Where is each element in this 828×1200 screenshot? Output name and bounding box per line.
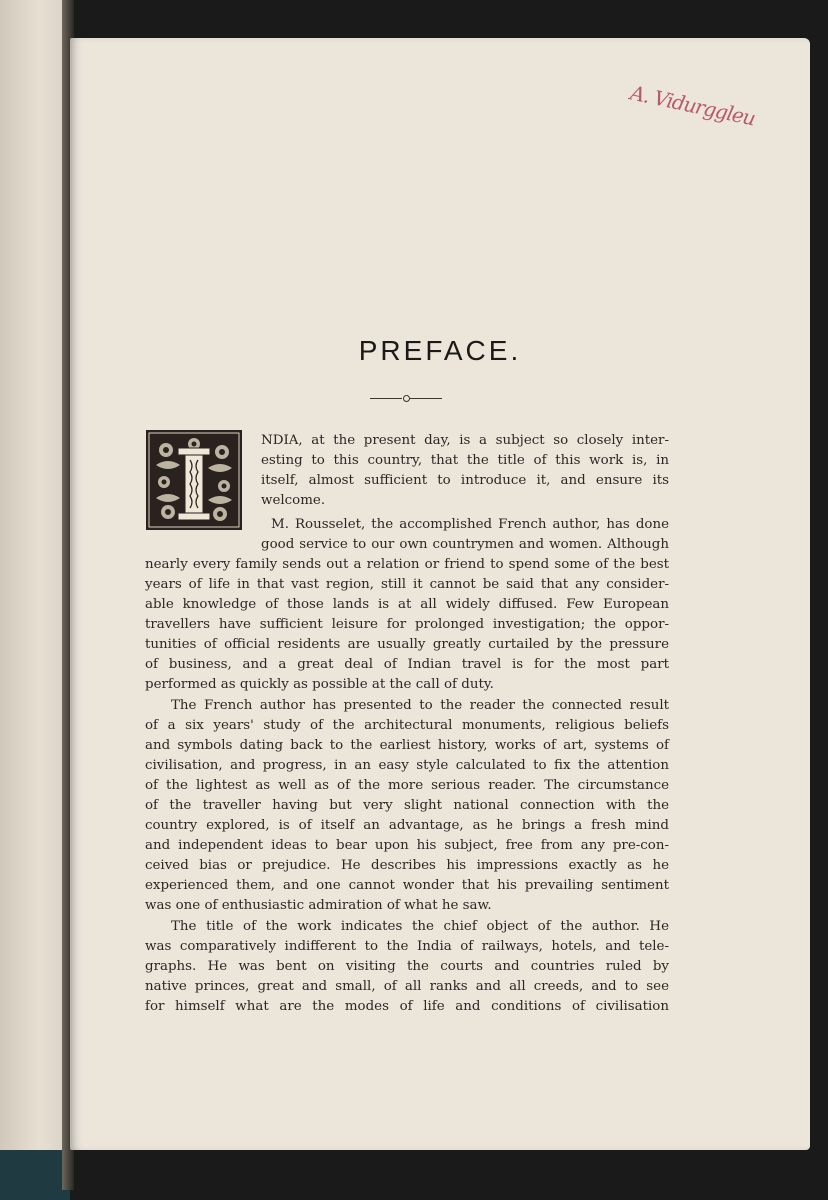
page-title: PREFACE. — [358, 335, 522, 366]
text-line: years of life in that vast region, still it cannot be said that any consider- — [145, 577, 669, 592]
text-line: experienced them, and one cannot wonder that his prevailing sentiment — [145, 878, 669, 893]
text-line: native princes, great and small, of all ranks and all creeds, and to see — [145, 979, 669, 994]
text-line: ceived bias or prejudice. He describes his impressions exactly as he — [145, 858, 669, 873]
text-line: graphs. He was bent on visiting the courts and countries ruled by — [145, 959, 669, 974]
text-line: itself, almost sufficient to introduce it, and ensure its — [261, 473, 669, 488]
text-line: M. Rousselet, the accomplished French author, has done — [271, 517, 669, 532]
text-line: of business, and a great deal of Indian travel is for the most part — [145, 657, 669, 672]
ornament-dot — [403, 395, 410, 402]
text-line: was one of enthusiastic admiration of what he saw. — [145, 898, 492, 913]
text-line: and symbols dating back to the earliest history, works of art, systems of — [145, 738, 669, 753]
text-line: of the traveller having but very slight national connection with the — [145, 798, 669, 813]
text-line: travellers have sufficient leisure for prolonged investigation; the oppor- — [145, 617, 669, 632]
text-line: and independent ideas to bear upon his subject, free from any pre-con- — [145, 838, 669, 853]
text-line: The title of the work indicates the chief object of the author. He — [171, 919, 669, 934]
paragraph-2-head — [261, 515, 669, 555]
text-line: of the lightest as well as of the more serious reader. The circumstance — [145, 778, 669, 793]
text-line: tunities of official residents are usually greatly curtailed by the pressure — [145, 637, 669, 652]
paragraph-4 — [145, 917, 669, 1017]
text-line: for himself what are the modes of life and conditions of civilisation — [145, 999, 669, 1014]
title-ornament — [370, 394, 442, 404]
handwritten-signature: A. Vidurggleu — [628, 80, 758, 131]
text-line: was comparatively indifferent to the India of railways, hotels, and tele- — [145, 939, 669, 954]
text-line: esting to this country, that the title of this work is, in — [261, 453, 669, 468]
text-line: The French author has presented to the reader the connected result — [171, 698, 669, 713]
decorative-initial-i — [146, 430, 242, 530]
text-line: nearly every family sends out a relation or friend to spend some of the best — [145, 557, 669, 572]
text-line: of a six years' study of the architectural monuments, religious beliefs — [145, 718, 669, 733]
text-line: able knowledge of those lands is at all widely diffused. Few European — [145, 597, 669, 612]
ornament-rule-right — [410, 398, 442, 399]
text-line: welcome. — [261, 493, 326, 508]
text-line: civilisation, and progress, in an easy style calculated to fix the attention — [145, 758, 669, 773]
text-line: good service to our own countrymen and women. Although — [261, 537, 669, 552]
paragraph-1 — [261, 431, 669, 511]
paragraph-2-body — [145, 555, 669, 695]
text-line: performed as quickly as possible at the call of duty. — [145, 677, 494, 692]
paragraph-3 — [145, 696, 669, 916]
text-line: NDIA, at the present day, is a subject so closely inter- — [261, 433, 669, 448]
text-line: country explored, is of itself an advantage, as he brings a fresh mind — [145, 818, 669, 833]
book-cover-edge — [0, 1150, 70, 1200]
ornament-rule-left — [370, 398, 402, 399]
